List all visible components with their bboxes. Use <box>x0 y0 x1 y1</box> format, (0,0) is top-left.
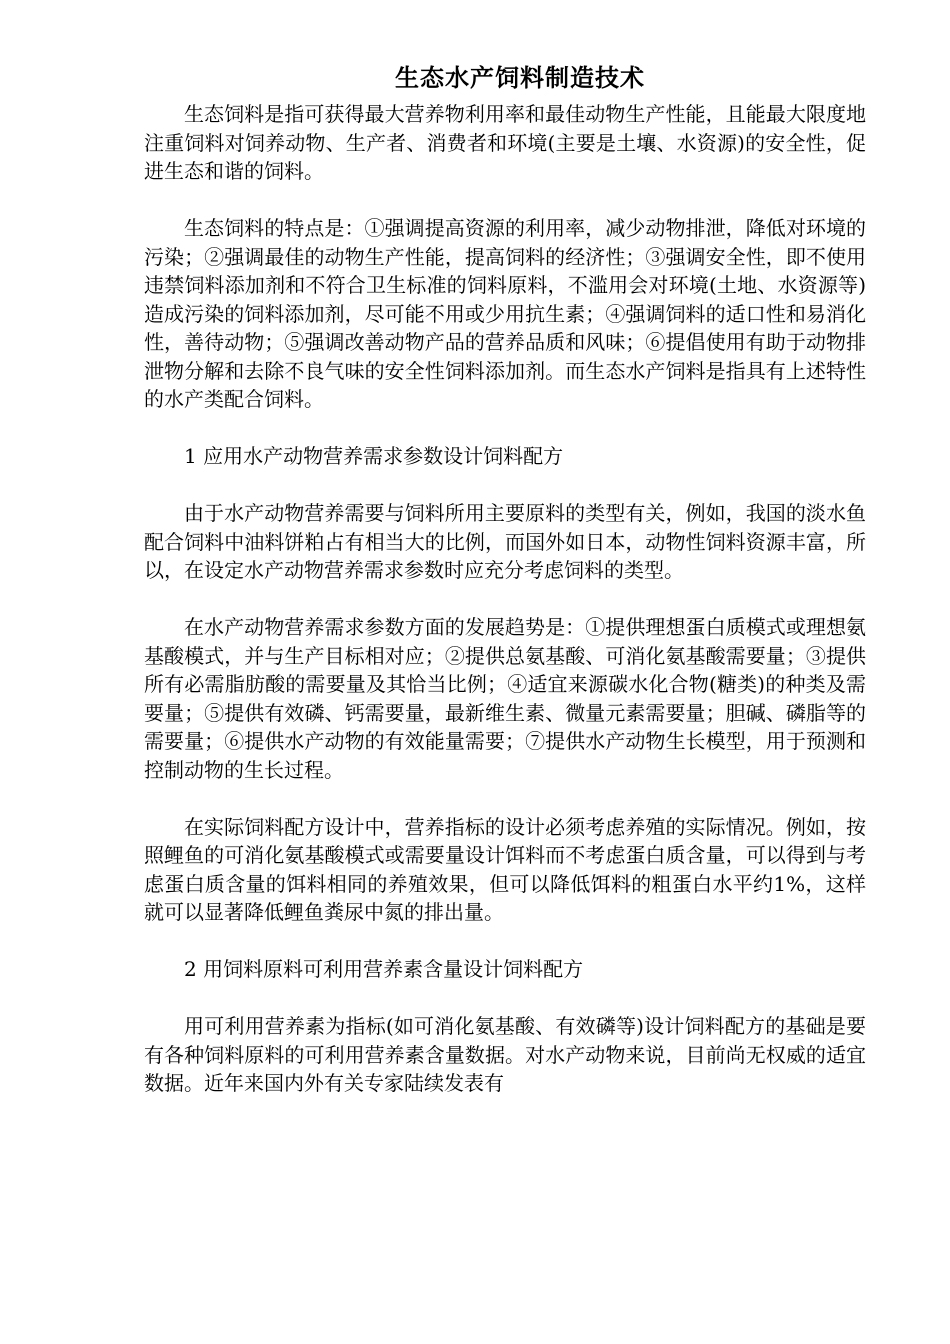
document-title: 生态水产饲料制造技术 <box>395 64 645 92</box>
section-heading-1: 1 应用水产动物营养需求参数设计饲料配方 <box>184 444 564 468</box>
document-page <box>144 58 866 1126</box>
paragraph-practical-design: 在实际饲料配方设计中，营养指标的设计必须考虑养殖的实际情况。例如，按照鲤鱼的可消化氨基酸模式或需要量设计饵料而不考虑蛋白质含量，可以得到与考虑蛋白质含量的饵料相同的养殖效果，但可以降低饵料的粗蛋白水平约1%，这样就可以显著降低鲤鱼粪尿中氮的排出量。 <box>144 814 866 924</box>
paragraph-available-nutrients: 用可利用营养素为指标(如可消化氨基酸、有效磷等)设计饲料配方的基础是要有各种饲料原料的可利用营养素含量数据。对水产动物来说，目前尚无权威的适宜数据。近年来国内外有关专家陆续发表有 <box>144 1014 866 1095</box>
paragraph-trends: 在水产动物营养需求参数方面的发展趋势是：①提供理想蛋白质模式或理想氨基酸模式，并与生产目标相对应；②提供总氨基酸、可消化氨基酸需要量；③提供所有必需脂肪酸的需要量及其恰当比例；④适宜来源碳水化合物(糖类)的种类及需要量；⑤提供有效磷、钙需要量，最新维生素、微量元素需要量；胆碱、磷脂等的需要量；⑥提供水产动物的有效能量需要；⑦提供水产动物生长模型，用于预测和控制动物的生长过程。 <box>144 615 866 782</box>
paragraph-feed-types: 由于水产动物营养需要与饲料所用主要原料的类型有关，例如，我国的淡水鱼配合饲料中油料饼粕占有相当大的比例，而国外如日本，动物性饲料资源丰富，所以，在设定水产动物营养需求参数时应充分考虑饲料的类型。 <box>144 501 866 582</box>
section-heading-2: 2 用饲料原料可利用营养素含量设计饲料配方 <box>184 957 584 981</box>
paragraph-features: 生态饲料的特点是：①强调提高资源的利用率，减少动物排泄，降低对环境的污染；②强调最佳的动物生产性能，提高饲料的经济性；③强调安全性，即不使用违禁饲料添加剂和不符合卫生标准的饲料原料，不滥用会对环境(土地、水资源等)造成污染的饲料添加剂，尽可能不用或少用抗生素；④强调饲料的适口性和易消化性，善待动物；⑤强调改善动物产品的营养品质和风味；⑥提倡使用有助于动物排泄物分解和去除不良气味的安全性饲料添加剂。而生态水产饲料是指具有上述特性的水产类配合饲料。 <box>144 216 866 411</box>
paragraph-definition: 生态饲料是指可获得最大营养物利用率和最佳动物生产性能，且能最大限度地注重饲料对饲养动物、生产者、消费者和环境(主要是土壤、水资源)的安全性，促进生态和谐的饲料。 <box>144 102 866 183</box>
